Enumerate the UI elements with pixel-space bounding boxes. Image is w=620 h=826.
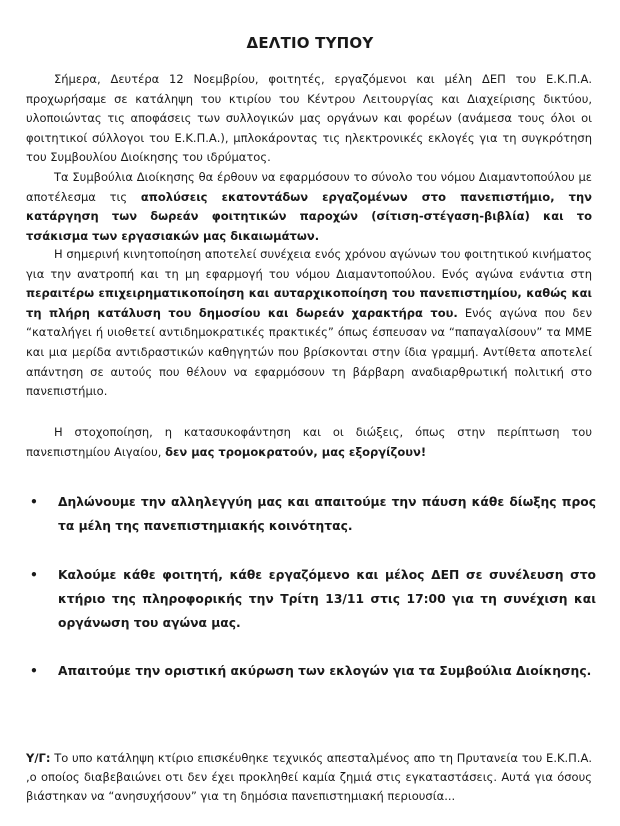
bullet-item-cancel-elections	[30, 659, 596, 683]
paragraph-councils	[26, 168, 592, 246]
bullet-text: Δηλώνουμε την αλληλεγγύη μας και απαιτούμε την πάυση κάθε δίωξης προς τα μέλη της πανεπιστημιακής κοινότητας.	[58, 495, 596, 533]
bullet-item-assembly	[30, 563, 596, 635]
bullet-marker: •	[30, 664, 38, 678]
paragraph-emphasis: απολύσεις εκατοντάδων εργαζομένων στο πανεπιστήμιο, την κατάργηση των δωρεάν φοιτητικών παροχών (σίτιση-στέγαση-βιβλία) και το τσάκισμα των εργασιακών μας δικαιωμάτων.	[26, 189, 593, 243]
postscript	[26, 749, 592, 806]
paragraph-text: Σήμερα, Δευτέρα 12 Νοεμβρίου, φοιτητές, εργαζόμενοι και μέλη ΔΕΠ του Ε.Κ.Π.Α. προχωρήσαμε σε κατάληψη του κτιρίου του Κέντρου Λειτουργίας και Διαχείρισης δικτύου, υλοποιώντας τις αποφάσεις των συλλογικών μας οργάνων και φορέων (ανάμεσα τους όλοι οι φοιτητικοί σύλλογοι του Ε.Κ.Π.Α.), μπλοκάροντας τις ηλεκτρονικές εκλογές για τη συγκρότηση του Συμβουλίου Διοίκησης του ιδρύματος.	[26, 72, 592, 165]
bullet-marker: •	[30, 495, 38, 509]
paragraph-occupation	[26, 70, 592, 168]
postscript-text: Το υπο κατάληψη κτίριο επισκέυθηκε τεχνικός απεσταλμένος απο τη Πρυτανεία του Ε.Κ.Π.Α. ,ο οποίος διαβεβαιώνει οτι δεν έχει προκληθεί καμία ζημιά στις εγκαταστάσεις. Αυτά για όσους βιάστηκαν να “ανησυχήσουν” για τη δημόσια πανεπιστημιακή περιουσία...	[26, 751, 592, 803]
bullet-text: Απαιτούμε την οριστική ακύρωση των εκλογών για τα Συμβούλια Διοίκησης.	[58, 664, 592, 678]
paragraph-emphasis: περαιτέρω επιχειρηματικοποίηση και αυταρχικοποίηση του πανεπιστημίου, καθώς και τη πλήρη κατάλυση του δημοσίου και δωρεάν χαρακτήρα του.	[26, 286, 592, 320]
postscript-label: Υ/Γ:	[26, 751, 51, 765]
paragraph-emphasis: δεν μας τρομοκρατούν, μας εξοργίζουν!	[165, 444, 427, 459]
bullet-marker: •	[30, 568, 38, 582]
paragraph-text: Ενός αγώνα που δεν “καταλήγει ή υιοθετεί αντιδημοκρατικές πρακτικές” όπως έσπευσαν να “παπαγαλίσουν” τα ΜΜΕ και μια μερίδα αντιδραστικών καθηγητών που βρίσκονται στην ίδια γραμμή. Αντίθετα αποτελεί απάντηση σε αυτούς που θέλουν να εφαρμόσουν τη βάρβαρη αναδιαρθρωτική πολιτική στο πανεπιστήμιο.	[26, 305, 592, 399]
paragraph-text: Η στοχοποίηση, η κατασυκοφάντηση και οι διώξεις, όπως στην περίπτωση του πανεπιστημίου Αιγαίου,	[26, 425, 592, 459]
bullet-item-solidarity	[30, 490, 596, 538]
bullet-text: Καλούμε κάθε φοιτητή, κάθε εργαζόμενο και μέλος ΔΕΠ σε συνέλευση στο κτήριο της πληροφορικής την Τρίτη 13/11 στις 17:00 για τη συνέχιση και οργάνωση του αγώνα μας.	[58, 568, 596, 630]
paragraph-mobilization	[26, 245, 592, 402]
paragraph-persecution	[26, 423, 592, 462]
paragraph-text: Τα Συμβούλια Διοίκησης θα έρθουν να εφαρμόσουν το σύνολο του νόμου Διαμαντοπούλου με αποτέλεσμα τις	[26, 170, 592, 204]
document-title: ΔΕΛΤΙΟ ΤΥΠΟΥ	[246, 34, 374, 52]
paragraph-text: Η σημερινή κινητοποίηση αποτελεί συνέχεια ενός χρόνου αγώνων του φοιτητικού κινήματος για την ανατροπή και τη μη εφαρμογή του νόμου Διαμαντοπούλου. Ενός αγώνα ενάντια στη	[26, 247, 592, 281]
